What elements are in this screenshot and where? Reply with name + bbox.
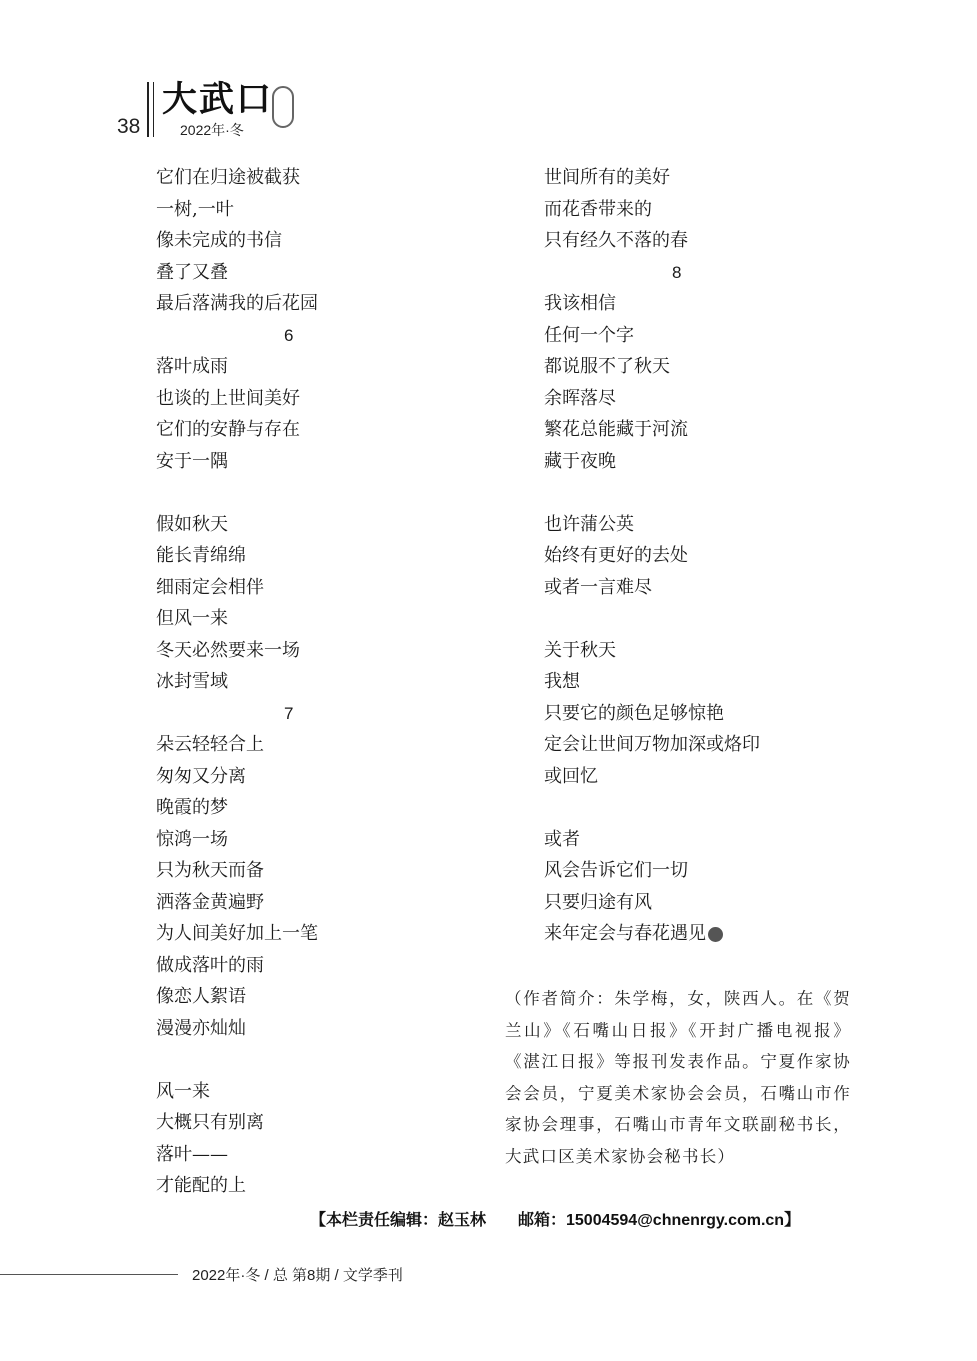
poem-line: 安于一隅 (156, 450, 228, 472)
poem-line: 落叶—— (156, 1143, 228, 1165)
poem-line: 藏于夜晚 (544, 450, 616, 472)
poem-line: 漫漫亦灿灿 (156, 1017, 246, 1039)
poem-line: 叠了又叠 (156, 261, 228, 283)
poem-line: 惊鸿一场 (156, 828, 228, 850)
poem-line: 风会告诉它们一切 (544, 860, 688, 881)
poem-line: 为人间美好加上一笔 (156, 923, 318, 944)
poem-line: 大概只有别离 (156, 1112, 264, 1133)
poem-line: 冬天必然要来一场 (156, 639, 300, 661)
poem-line: 像未完成的书信 (156, 230, 282, 251)
poem-line: 匆匆又分离 (156, 765, 246, 787)
poem-line: 而花香带来的 (544, 198, 652, 220)
poem-line: 只要归途有风 (544, 891, 652, 913)
poem-line: 也许蒲公英 (544, 513, 634, 535)
poem-line: 定会让世间万物加深或烙印 (544, 734, 760, 755)
editor-note: 【本栏责任编辑：赵玉林 邮箱：15004594@chnenrgy.com.cn】 (310, 1212, 801, 1229)
poem-line: 只有经久不落的春 (544, 230, 688, 251)
poem-line: 只要它的颜色足够惊艳 (544, 702, 724, 724)
poem-line: 世间所有的美好 (544, 167, 670, 188)
issue-label: 2022年·冬 (180, 122, 244, 138)
poem-line: 像恋人絮语 (156, 986, 246, 1007)
poem-line: 落叶成雨 (156, 356, 228, 377)
poem-line: 冰封雪域 (156, 671, 228, 692)
poem-line: 始终有更好的去处 (544, 545, 688, 566)
poem-line: 做成落叶的雨 (156, 954, 264, 976)
poem-line: 假如秋天 (156, 513, 228, 535)
poem-line: 来年定会与春花遇见 (544, 918, 864, 950)
poem-line: 我该相信 (544, 293, 616, 314)
seal-icon (272, 86, 294, 128)
stanza-break (156, 1044, 486, 1076)
author-bio: （作者简介：朱学梅，女，陕西人。在《贺兰山》《石嘴山日报》《开封广播电视报》《湛江日报》等报刊发表作品。宁夏作家协会会员，宁夏美术家协会会员，石嘴山市作家协会理事，石嘴山市青年文联副秘书长，大武口区美术家协会秘书长） (505, 989, 851, 1166)
header-divider-thin (153, 82, 154, 137)
poem-line: 也谈的上世间美好 (156, 387, 300, 409)
poem-line: 能长青绵绵 (156, 545, 246, 566)
stanza-break (544, 792, 864, 824)
page-number: 38 (117, 115, 141, 138)
poem-line: 只为秋天而备 (156, 860, 264, 881)
poem-line: 繁花总能藏于河流 (544, 419, 688, 440)
poem-line: 才能配的上 (156, 1175, 246, 1196)
poem-line: 都说服不了秋天 (544, 356, 670, 377)
poem-line: 或者一言难尽 (544, 576, 652, 598)
poem-left-column (156, 162, 486, 1202)
stanza-break (156, 477, 486, 509)
footer-text: 2022年·冬 / 总 第8期 / 文学季刊 (192, 1267, 403, 1284)
poem-line: 它们在归途被截获 (156, 167, 300, 188)
poem-line: 朵云轻轻合上 (156, 734, 264, 755)
stanza-break (544, 477, 864, 509)
poem-right-column (544, 162, 864, 950)
poem-line: 晚霞的梦 (156, 797, 228, 818)
section-number: 6 (284, 325, 294, 345)
footer-rule (0, 1274, 178, 1275)
poem-line: 洒落金黄遍野 (156, 891, 264, 913)
stanza-break (544, 603, 864, 635)
poem-line: 任何一个字 (544, 324, 634, 346)
poem-line: 或者 (544, 828, 580, 850)
poem-line: 或回忆 (544, 765, 598, 787)
end-mark-icon (708, 927, 723, 942)
section-number: 8 (672, 262, 682, 282)
poem-line: 它们的安静与存在 (156, 419, 300, 440)
poem-line: 一树,一叶 (156, 198, 234, 220)
poem-line: 风一来 (156, 1080, 210, 1102)
poem-line: 最后落满我的后花园 (156, 293, 318, 314)
header-divider (147, 82, 149, 137)
magazine-title: 大武口 (162, 79, 274, 120)
poem-line: 细雨定会相伴 (156, 576, 264, 598)
poem-line: 余晖落尽 (544, 387, 616, 409)
poem-line: 我想 (544, 671, 580, 692)
section-number: 7 (284, 703, 294, 723)
poem-line: 但风一来 (156, 608, 228, 629)
poem-line: 关于秋天 (544, 639, 616, 661)
